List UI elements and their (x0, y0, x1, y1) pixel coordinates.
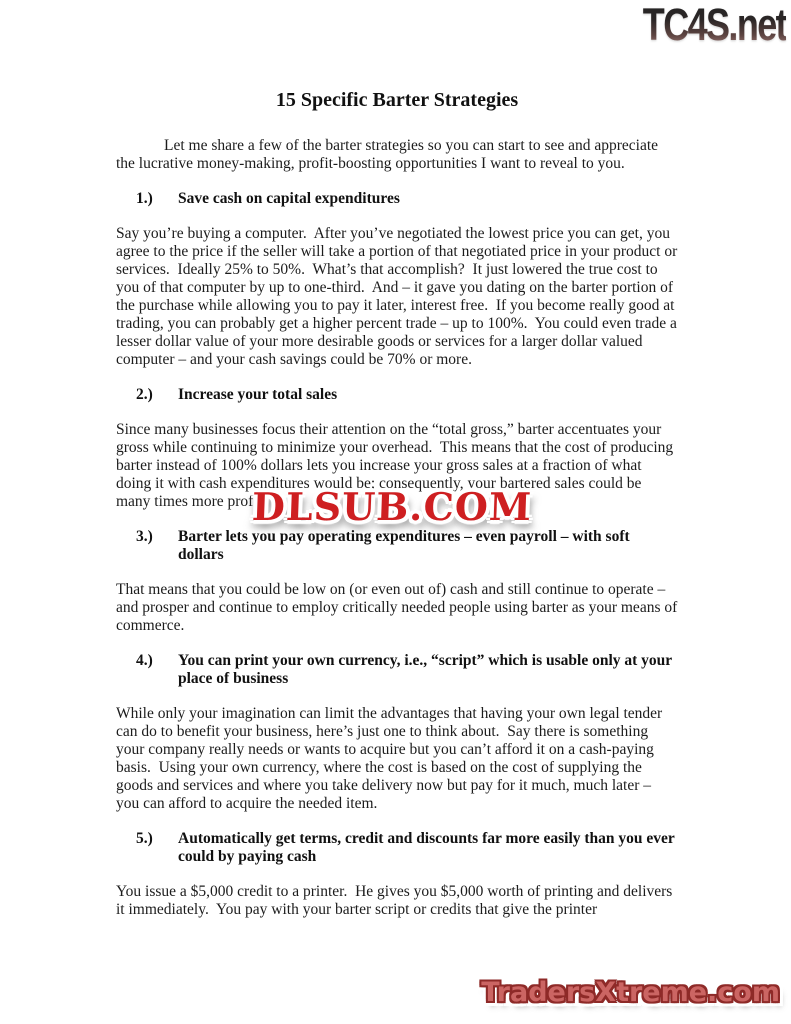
section-heading-text: Barter lets you pay operating expenditures – even payroll – with soft dollars (178, 528, 630, 563)
dlsub-watermark: DLSUB.COM (251, 484, 533, 529)
tc4s-logo: TC4S.net (642, 0, 786, 50)
section-paragraph-5: You issue a $5,000 credit to a printer. He gives you $5,000 worth of printing and delivers it immediately. You pay with your barter script or credits that give the printer (116, 883, 677, 918)
section-paragraph-2: Since many businesses focus their attention on the “total gross,” barter accentuates your gross while continuing to minimize your overhead. This means that the cost of producing barter instead of 100% dollars lets you increase your gross sales at a fraction of what doing it with cash expenditures would be; consequently, your bartered sales could be many times more profi (116, 421, 678, 510)
section-paragraph-3: That means that you could be low on (or even out of) cash and still continue to operate – and prosper and continue to employ critically needed people using barter as your means of commerce. (116, 581, 682, 634)
page-title: 15 Specific Barter Strategies (275, 89, 519, 111)
section-paragraph-1: Say you’re buying a computer. After you’ve negotiated the lowest price you can get, you agree to the price if the seller will take a portion of that negotiated price in your product or services. Ideally 25% to 50%. What’s that accomplish? It just lowered the true cost to you of that computer by up to one-third. And – it gave you dating on the barter portion of the purchase while allowing you to pay it later, interest free. If you become really good at trading, you can probably get a higher percent trade – up to 100%. You could even trade a lesser dollar value of your more desirable goods or services for a larger dollar valued computer – and your cash savings could be 70% or more. (116, 225, 682, 368)
section-heading-text: Increase your total sales (178, 386, 338, 403)
tradersxtreme-logo: TradersXtreme.com (481, 977, 780, 1008)
section-heading-text: You can print your own currency, i.e., “script” which is usable only at your place of business (178, 652, 672, 687)
section-number: 1.) (136, 190, 153, 207)
intro-paragraph: Let me share a few of the barter strategies so you can start to see and appreciate the lucrative money-making, profit-boosting opportunities I want to reveal to you. (116, 137, 662, 172)
section-heading-3 (116, 528, 678, 564)
section-heading-4 (116, 652, 678, 688)
section-heading-text: Automatically get terms, credit and discounts far more easily than you ever could by paying cash (178, 830, 675, 865)
section-heading-2 (116, 386, 678, 404)
section-number: 4.) (136, 652, 153, 669)
section-heading-5 (116, 830, 678, 866)
section-paragraph-4: While only your imagination can limit the advantages that having your own legal tender can do to benefit your business, here’s just one to think about. Say there is something your company really needs or wants to acquire but you can’t afford it on a cash-paying basis. Using your own currency, where the cost is based on the cost of supplying the goods and services and where you take delivery now but pay for it much, much later – you can afford to acquire the needed item. (116, 705, 667, 812)
section-heading-text: Save cash on capital expenditures (178, 190, 400, 207)
section-heading-1 (116, 190, 678, 208)
section-number: 2.) (136, 386, 153, 403)
section-number: 3.) (136, 528, 153, 545)
section-number: 5.) (136, 830, 153, 847)
